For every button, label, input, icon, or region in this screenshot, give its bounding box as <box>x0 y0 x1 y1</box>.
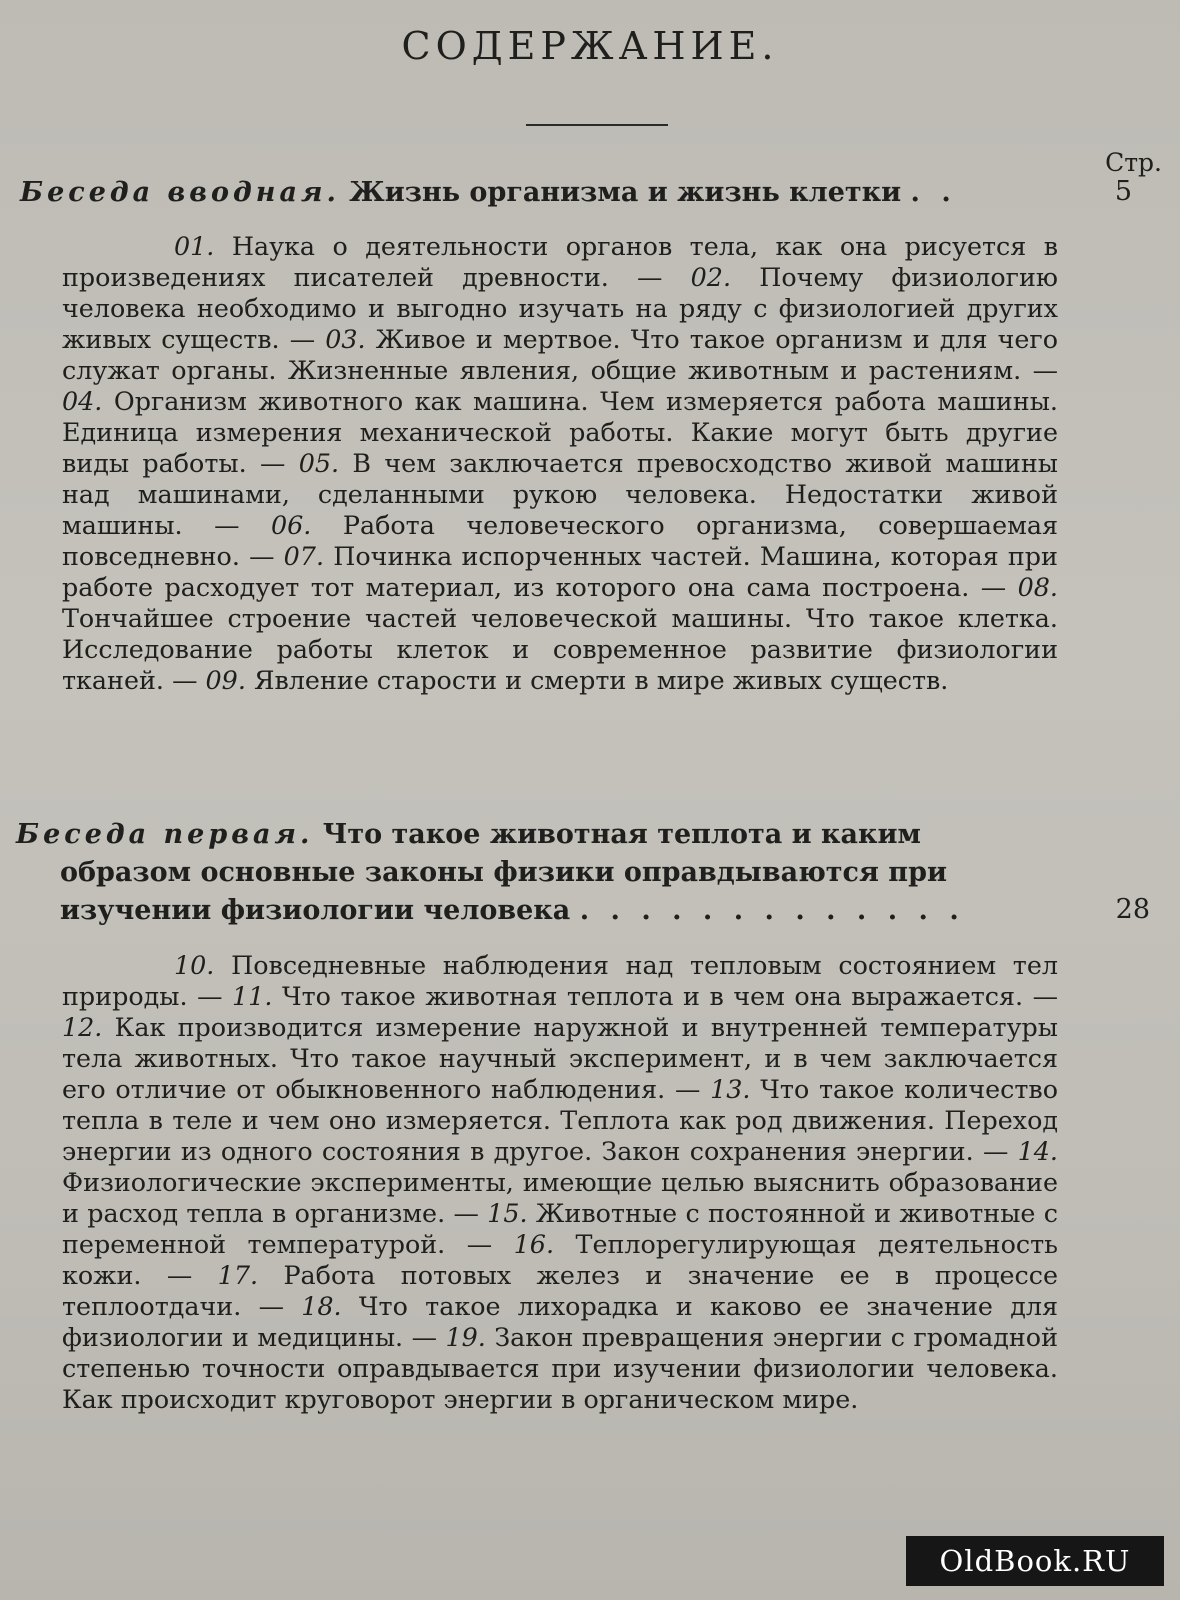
item-number: 13. <box>710 1074 751 1104</box>
item-number: 09. <box>205 665 246 695</box>
item-text: Наука о деятельности органов тела, как она рисуется в произведениях писателей древности. — <box>62 231 1058 292</box>
item-text: Работа потовых желез и значение ее в процессе теплоотдачи. — <box>62 1260 1058 1321</box>
item-number: 03. <box>325 324 366 354</box>
item-text: В чем заключается превосходство живой машины над машинами, сделанными рукою человека. Недостатки живой машины. — <box>62 448 1058 540</box>
title-divider <box>526 124 668 126</box>
item-number: 10. <box>174 950 215 980</box>
item-text: Живое и мертвое. Что такое организм и для чего служат органы. Жизненные явления, общие животным и растениям. — <box>62 324 1058 385</box>
page-title: СОДЕРЖАНИЕ. <box>401 24 779 68</box>
section-summary <box>62 231 1058 696</box>
item-number: 14. <box>1017 1136 1058 1166</box>
item-number: 04. <box>62 386 103 416</box>
item-number: 16. <box>513 1229 555 1259</box>
item-text: Починка испорченных частей. Машина, которая при работе расходует тот материал, из которого она сама построена. — <box>62 541 1058 602</box>
watermark-logo: OldBook.RU <box>906 1536 1164 1586</box>
item-text: Организм животного как машина. Чем измеряется работа машины. Единица измерения механической работы. Какие могут быть другие виды работы. — <box>62 386 1058 478</box>
section-heading-introductory <box>20 174 1060 212</box>
leader-dots: . . . . . . . . . . . . . <box>579 895 965 926</box>
item-number: 01. <box>174 231 215 261</box>
section-summary <box>62 950 1058 1415</box>
page-column-label: Стр. <box>1105 148 1162 177</box>
item-number: 11. <box>232 981 273 1011</box>
item-text: Закон превращения энергии с громадной степенью точности оправдывается при изучении физиологии человека. Как происходит круговорот энергии в органическом мире. <box>62 1322 1058 1414</box>
section-lead: Беседа первая. <box>16 819 314 850</box>
section-title-line-3 <box>16 892 1056 930</box>
item-number: 05. <box>298 448 340 478</box>
item-number: 06. <box>270 510 312 540</box>
section-title-line-2: образом основные законы физики оправдываются при <box>60 857 947 888</box>
item-text: Работа человеческого организма, совершаемая повседневно. — <box>62 510 1058 571</box>
section-page-number: 5 <box>1114 176 1132 207</box>
section-page-number: 28 <box>1115 894 1150 925</box>
item-number: 07. <box>283 541 325 571</box>
section-title-line-3-text: изучении физиологии человека <box>60 895 571 926</box>
section-heading-first <box>16 816 1056 930</box>
section-lead: Беседа вводная. <box>20 177 340 208</box>
item-text: Явление старости и смерти в мире живых существ. <box>245 665 949 695</box>
item-number: 15. <box>487 1198 528 1228</box>
item-text: Как производится измерение наружной и внутренней температуры тела животных. Что такое научный эксперимент, и в чем заключается его отличие от обыкновенного наблюдения. — <box>62 1012 1058 1104</box>
item-text: Почему физиологию человека необходимо и выгодно изучать на ряду с физиологией других живых существ. — <box>62 262 1058 354</box>
item-text: Физиологические эксперименты, имеющие целью выяснить образование и расход тепла в организме. — <box>62 1167 1058 1228</box>
item-text: Повседневные наблюдения над тепловым состоянием тел природы. — <box>62 950 1058 1011</box>
item-number: 12. <box>62 1012 103 1042</box>
item-number: 17. <box>217 1260 259 1290</box>
item-number: 18. <box>301 1291 342 1321</box>
item-text: Тончайшее строение частей человеческой машины. Что такое клетка. Исследование работы клеток и современное развитие физиологии тканей. — <box>62 603 1058 695</box>
section-title-line-1: Что такое животная теплота и каким <box>322 819 921 850</box>
item-text: Животные с постоянной и животные с переменной температурой. — <box>62 1198 1058 1259</box>
item-text: Что такое животная теплота и в чем она выражается. — <box>272 981 1059 1011</box>
item-text: Теплорегулирующая деятельность кожи. — <box>62 1229 1058 1290</box>
leader-dots: . . <box>910 177 957 208</box>
item-number: 02. <box>690 262 732 292</box>
item-number: 08. <box>1017 572 1058 602</box>
item-text: Что такое лихорадка и каково ее значение для физиологии и медицины. — <box>62 1291 1058 1352</box>
item-text: Что такое количество тепла в теле и чем оно измеряется. Теплота как род движения. Переход энергии из одного состояния в другое. Закон сохранения энергии. — <box>62 1074 1058 1166</box>
section-title: Жизнь организма и жизнь клетки <box>349 177 902 208</box>
item-number: 19. <box>445 1322 486 1352</box>
